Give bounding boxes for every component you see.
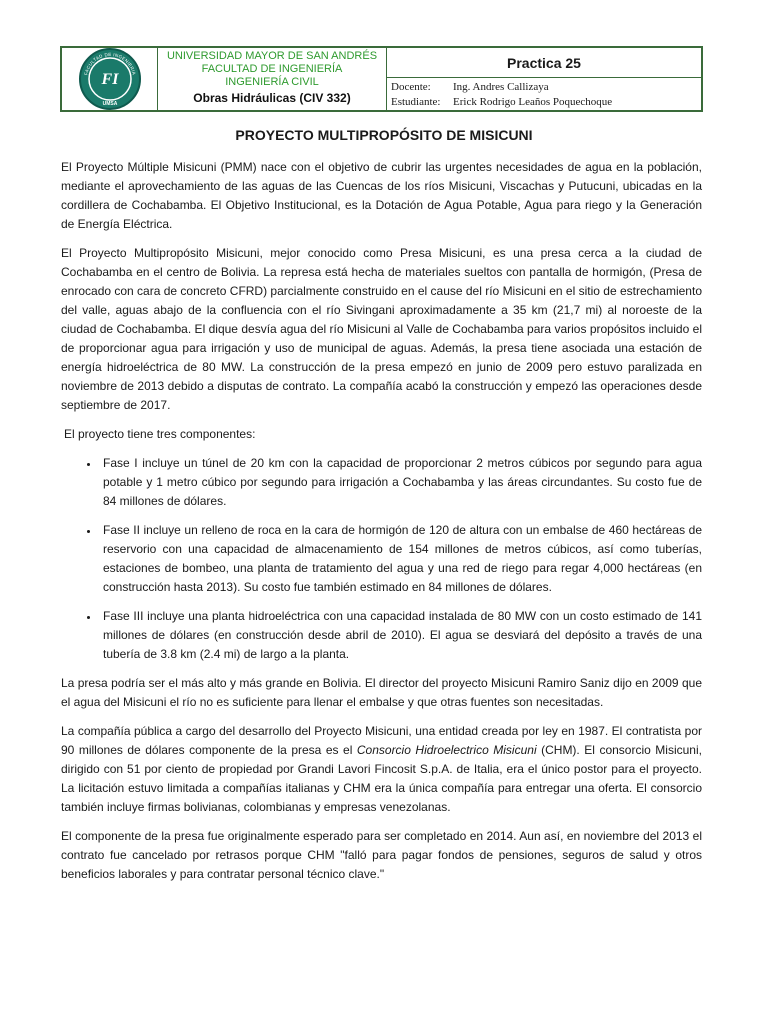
svg-text:FI: FI [101,71,118,88]
teacher-name: Ing. Andres Callizaya [453,81,549,93]
paragraph-5: El componente de la presa fue originalmente esperado para ser completado en 2014. Aun así, en noviembre del 2013 el contrato fue cancelado por retrasos porque CHM "falló para pagar fondos de pensiones, seguros de salud y otros beneficios laborales y para contratar personal técnico clave." [61,829,702,881]
paragraph-4 [61,722,702,817]
teacher-row [387,78,701,95]
paragraph-3: La presa podría ser el más alto y más grande en Bolivia. El director del proyecto Misicuni Ramiro Saniz dijo en 2009 que el agua del Misicuni el río no es suficiente para llenar el embalse y que otras fuentes son necesitadas. [61,676,702,709]
student-row [387,95,701,110]
list-item-phase-3: • Fase III incluye una planta hidroeléctrica con una capacidad instalada de 80 MW con un costo estimado de 141 millones de dólares (en construcción desde abril de 2010). El agua se desviará del depósito a través de una tubería de 3.8 km (2.4 mi) de largo a la planta. [99,607,702,664]
student-label: Estudiante: [391,96,441,108]
logo-text: UMSA [102,101,117,107]
document-header [60,46,703,112]
university-logo [78,47,142,111]
list-item-phase-1: • Fase I incluye un túnel de 20 km con la capacidad de proporcionar 2 metros cúbicos por segundo para agua potable y 1 metro cúbico por segundo para irrigación a Cochabamba y las áreas circundantes. Su costo fue de 84 millones de dólares. [99,454,702,511]
info-cell [387,48,701,110]
paragraph-2: El Proyecto Multipropósito Misicuni, mejor conocido como Presa Misicuni, es una presa cerca a la ciudad de Cochabamba en el centro de Bolivia. La represa está hecha de materiales sueltos con pantalla de hormigón, (Presa de enrocado con cara de concreto CFRD) parcialmente construido en el cause del río Misicuni en el sitio de estrechamiento del valle, aguas abajo de la confluencia con el río Sivingani aproximadamente a 35 km (21,7 mi) al noroeste de la ciudad de Cochabamba. El dique desvía agua del río Misicuni al Valle de Cochabamba para varios propósitos incluido el de proporcionar agua para irrigación y uso de municipal de aguas. Además, la presa tiene asociada una estación de energía hidroeléctrica de 80 MW. La construcción de la presa empezó en junio de 2009 pero estuvo paralizada en noviembre de 2013 debido a disputas de contrato. La compañía acabó la construcción y empezó las operaciones desde septiembre de 2017. [61,246,702,412]
paragraph-4-start: La compañía pública a cargo del desarrollo del Proyecto Misicuni, una entidad creada por ley en 1987. El contratista por 90 millones de dólares componente de la presa es el [61,724,702,757]
consortium-name: Consorcio Hidroelectrico Misicuni [356,743,537,757]
paragraph-1: El Proyecto Múltiple Misicuni (PMM) nace con el objetivo de cubrir las urgentes necesidades de agua en la población, mediante el aprovechamiento de las aguas de las Cuencas de los ríos Misicuni, Viscachas y Putucuni, ubicadas en la cordillera de Cochabamba. El Objetivo Institucional, es la Dotación de Agua Potable, Agua para riego y la Generación de Energía Eléctrica. [61,160,702,231]
logo-arc-text: FACULTAD DE INGENIERIA [82,51,137,76]
document-title: PROYECTO MULTIPROPÓSITO DE MISICUNI [235,127,533,143]
department-name: INGENIERÍA CIVIL [225,76,319,88]
paragraph-4-end: (CHM). El consorcio Misicuni, dirigido con 51 por ciento de propiedad por Grandi Lavori Fincosit S.p.A. de Italia, era el único postor para el proyecto. La licitación estuvo limitada a compañías italianas y CHM era la única compañía para entregar una oferta. El consorcio también incluye firmas bolivianas, colombianas y empresas venezolanas. [61,743,702,814]
university-name: UNIVERSIDAD MAYOR DE SAN ANDRÉS [166,50,378,62]
components-intro: El proyecto tiene tres componentes: [64,427,256,441]
practice-number: Practica 25 [387,48,701,78]
university-cell [158,48,387,110]
teacher-label: Docente: [391,81,431,93]
document-body [61,158,702,894]
list-item-phase-2: • Fase II incluye un relleno de roca en la cara de hormigón de 120 de altura con un embalse de 460 hectáreas de reservorio con una capacidad de almacenamiento de 154 millones de metros cúbicos, así como tuberías, estaciones de bombeo, una planta de tratamiento del agua y una red de riego para regar 4,000 hectáreas (en construcción hasta 2013). Su costo fue también estimado en 84 millones de dólares. [99,521,702,597]
logo-cell [62,48,158,110]
student-name: Erick Rodrigo Leaños Poquechoque [453,96,613,108]
faculty-name: FACULTAD DE INGENIERÍA [201,63,343,75]
course-name: Obras Hidráulicas (CIV 332) [193,91,351,105]
components-list [61,454,702,664]
